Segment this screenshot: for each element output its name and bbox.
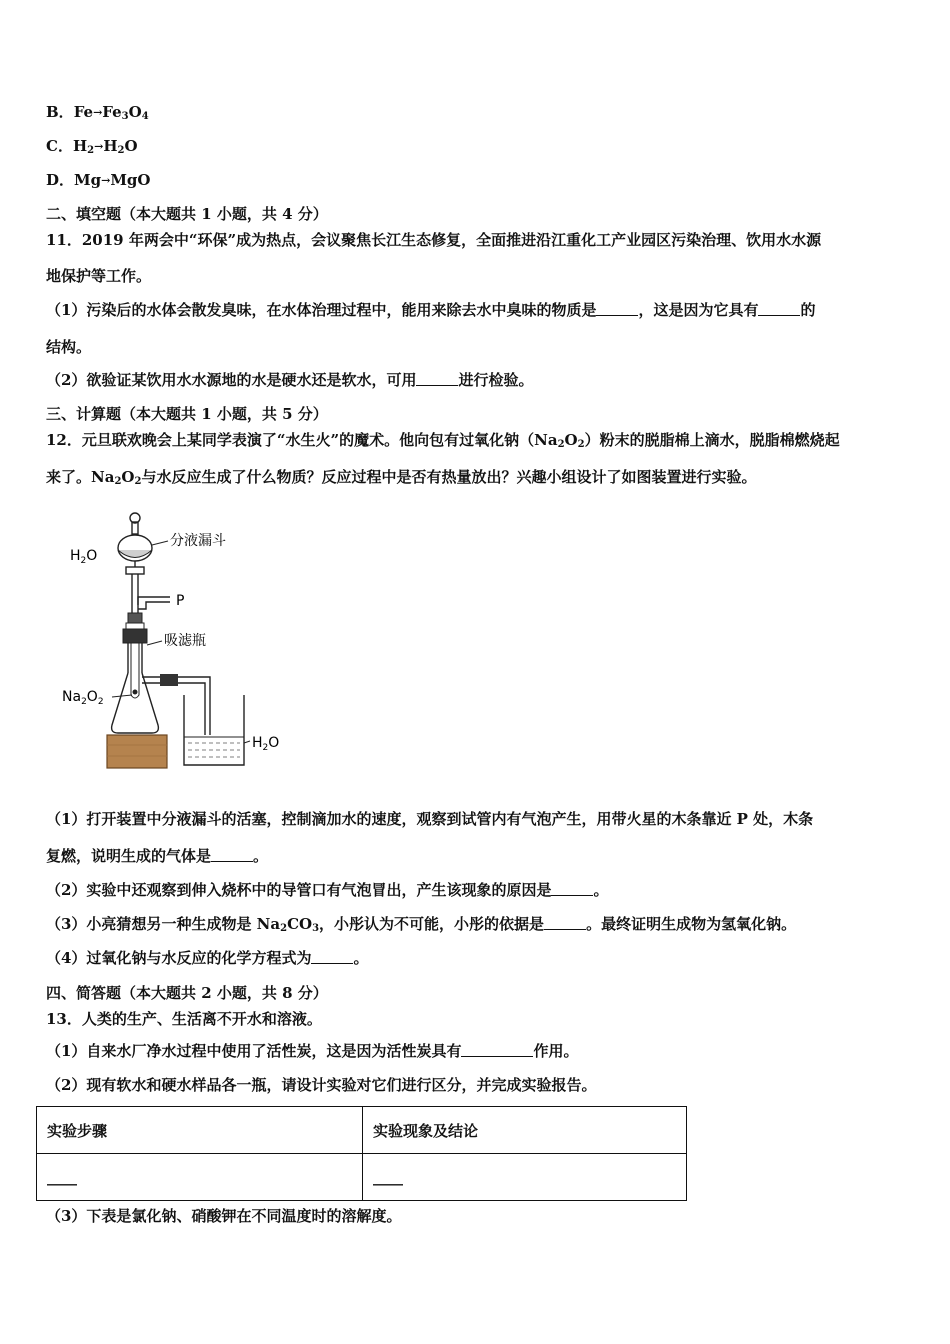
option-b: B．$Fe\to Fe_3O_4$: [46, 103, 149, 122]
question-11-stem-cont: 地保护等工作。: [46, 267, 152, 285]
label-na2o2: $Na_2O_2$: [62, 689, 104, 707]
option-d: D．Mg→MgO: [46, 171, 151, 189]
question-11-part-1: （1）污染后的水体会散发臭味，在水体治理过程中，能用来除去水中臭味的物质是 ，这是因为它具有 的: [46, 301, 816, 319]
question-12-part-4: （4）过氧化钠与水反应的化学方程式为 。: [46, 949, 369, 967]
question-12-part-1-cont: 复燃，说明生成的气体是 。: [46, 847, 269, 865]
section-heading: 二、填空题（本大题共 1 小题，共 4 分）: [46, 205, 328, 223]
answer-blank[interactable]: [461, 1042, 533, 1057]
label-suction-flask: 吸滤瓶: [164, 633, 206, 649]
question-12-part-3: （3）小亮猜想另一种生成物是 $Na_2CO_3$，小彤认为不可能，小彤的依据是 。最终证明生成物为氢氧化钠。: [46, 915, 797, 934]
label-separatory-funnel: 分液漏斗: [170, 533, 226, 549]
answer-blank[interactable]: [544, 915, 586, 930]
table-cell[interactable]: ____: [363, 1154, 687, 1201]
answer-blank[interactable]: [211, 847, 253, 862]
answer-blank[interactable]: [416, 371, 458, 386]
table-cell[interactable]: ____: [37, 1154, 363, 1201]
section-heading: 三、计算题（本大题共 1 小题，共 5 分）: [46, 405, 328, 423]
question-13-part-2: （2）现有软水和硬水样品各一瓶，请设计实验对它们进行区分，并完成实验报告。: [46, 1076, 597, 1094]
question-12-stem-cont: 来了。$Na_2O_2$与水反应生成了什么物质？反应过程中是否有热量放出？兴趣小组设计了如图装置进行实验。: [46, 468, 757, 487]
table-row: [37, 1154, 687, 1201]
table-header: 实验步骤: [37, 1107, 363, 1154]
answer-blank[interactable]: [596, 301, 638, 316]
answer-blank[interactable]: [311, 949, 353, 964]
table-header-row: [37, 1107, 687, 1154]
question-11-part-2: （2）欲验证某饮用水水源地的水是硬水还是软水，可用 进行检验。: [46, 371, 534, 389]
question-13-stem: 13．人类的生产、生活离不开水和溶液。: [46, 1010, 322, 1028]
question-12-part-1: （1）打开装置中分液漏斗的活塞，控制滴加水的速度，观察到试管内有气泡产生，用带火星的木条靠近 P 处，木条: [46, 810, 814, 828]
arrow-icon: →: [101, 174, 111, 187]
question-12-part-2: （2）实验中还观察到伸入烧杯中的导管口有气泡冒出，产生该现象的原因是 。: [46, 881, 609, 899]
apparatus-diagram: [60, 505, 300, 775]
arrow-icon: →: [94, 140, 104, 153]
question-12-stem: 12．元旦联欢晚会上某同学表演了“水生火”的魔术。他向包有过氧化钠$(Na_2O_2)$粉末的脱脂棉上滴水，脱脂棉燃烧起: [46, 431, 840, 450]
arrow-icon: →: [93, 106, 103, 119]
answer-blank[interactable]: [758, 301, 800, 316]
label-h2o-beaker: $H_2O$: [252, 735, 280, 753]
option-c: C．$H_2\to H_2O$: [46, 137, 138, 156]
answer-blank[interactable]: [551, 881, 593, 896]
label-p: P: [176, 593, 185, 609]
experiment-report-table: [36, 1106, 687, 1201]
table-header: 实验现象及结论: [363, 1107, 687, 1154]
question-13-part-3: （3）下表是氯化钠、硝酸钾在不同温度时的溶解度。: [46, 1207, 402, 1225]
question-11-stem: 11．2019 年两会中“环保”成为热点，会议聚焦长江生态修复，全面推进沿江重化工产业园区污染治理、饮用水水源: [46, 231, 822, 249]
question-11-part-1-cont: 结构。: [46, 338, 92, 356]
label-h2o-funnel: $H_2O$: [70, 548, 98, 566]
question-13-part-1: （1）自来水厂净水过程中使用了活性炭，这是因为活性炭具有 作用。: [46, 1042, 579, 1060]
section-heading: 四、简答题（本大题共 2 小题，共 8 分）: [46, 984, 328, 1002]
